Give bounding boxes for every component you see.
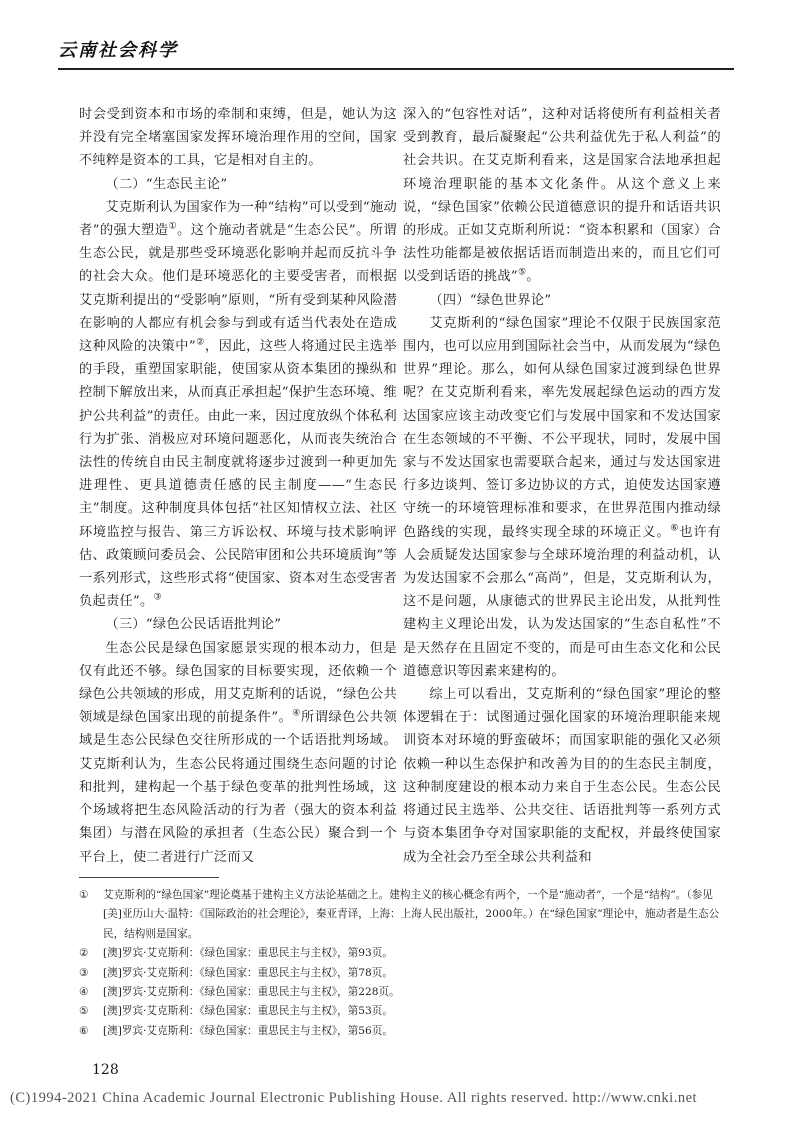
section-heading: （三）“绿色公民话语批判论” [105,617,282,633]
left-column [79,103,397,869]
paragraph: 时会受到资本和市场的牵制和束缚，但是，她认为这并没有完全堵塞国家发挥环境治理作用的空间，国家不纯粹是资本的工具，它是相对自主的。 [79,107,397,169]
footnote: ② [澳]罗宾·艾克斯利：《绿色国家：重思民主与主权》，第93页。 [79,947,393,960]
footnote-ref[interactable]: ⑥ [670,523,680,534]
footnote: ① 艾克斯利的“绿色国家”理论奠基于建构主义方法论基础之上。建构主义的核心概念有两个，一个是“施动者”，一个是“结构”。（参见[美]亚历山大·温特：《国际政治的社会理论》，秦亚青译，上海：上海人民出版社，2000年。）在“绿色国家”理论中，施动者是生态公民，结构则是国家。 [79,889,720,940]
footnote-ref[interactable]: ④ [292,708,302,719]
paragraph: 生态公民是绿色国家愿景实现的根本动力，但是仅有此还不够。绿色国家的目标要实现，还依赖一个绿色公共领域的形成，用艾克斯利的话说，“绿色公共领域是绿色国家出现的前提条件”。④所谓绿色公共领域是生态公民绿色交往所形成的一个话语批判场域。艾克斯利认为，生态公民将通过围绕生态问题的讨论和批判，建构起一个基于绿色变革的批判性场域，这个场域将把生态风险活动的行为者（强大的资本利益集团）与潜在风险的承担者（生态公民）聚合到一个平台上，使二者进行广泛而又 [79,640,397,865]
footnote-rule [79,877,219,878]
journal-logo: 云南社会科学 [58,40,178,61]
paragraph: 艾克斯利认为国家作为一种“结构”可以受到“施动者”的强大塑造①。这个施动者就是“生态公民”。所谓生态公民，就是那些受环境恶化影响并起而反抗斗争的社会大众。他们是环境恶化的主要受害者，而根据艾克斯利提出的“受影响”原则，“所有受到某种风险潜在影响的人都应有机会参与到或有适当代表处在造成这种风险的决策中”②，因此，这些人将通过民主选举的手段，重塑国家职能，使国家从资本集团的操纵和控制下解放出来，从而真正承担起“保护生态环境、维护公共利益”的责任。由此一来，因过度放纵个体私利行为扩张、消极应对环境问题恶化，从而丧失统治合法性的传统自由民主制度就将逐步过渡到一种更加先进理性、更具道德责任感的民主制度——“生态民主”制度。这种制度具体包括“社区知情权立法、社区环境监控与报告、第三方诉讼权、环境与技术影响评估、政策顾问委员会、公民陪审团和公共环境质询”等一系列形式，这些形式将“使国家、资本对生态受害者负起责任”。③ [79,199,398,610]
footnote-ref[interactable]: ② [195,337,205,348]
paragraph: 艾克斯利的“绿色国家”理论不仅限于民族国家范围内，也可以应用到国际社会当中，从而发展为“绿色世界”理论。那么，如何从绿色国家过渡到绿色世界呢？在艾克斯利看来，率先发展起绿色运动的西方发达国家应该主动改变它们与发展中国家和不发达国家在生态领域的不平衡、不公平现状，同时，发展中国家与不发达国家也需要联合起来，通过与发达国家进行多边谈判、签订多边协议的方式，迫使发达国家遵守统一的环境管理标准和要求，在世界范围内推动绿色路线的实现，最终实现全球的环境正义。⑥也许有人会质疑发达国家参与全球环境治理的利益动机，认为发达国家不会那么“高尚”，但是，艾克斯利认为，这不是问题，从康德式的世界民主论出发，从批判性建构主义理论出发，认为发达国家的“生态自私性”不是天然存在且固定不变的，而是可由生态文化和公民道德意识等因素来建构的。 [403,315,722,679]
footnote: ⑥ [澳]罗宾·艾克斯利：《绿色国家：重思民主与主权》，第56页。 [79,1024,393,1037]
paragraph: 深入的“包容性对话”，这种对话将使所有利益相关者受到教育，最后凝聚起“公共利益优先于私人利益”的社会共识。在艾克斯利看来，这是国家合法地承担起环境治理职能的基本文化条件。从这个意义上来说，“绿色国家”依赖公民道德意识的提升和话语共识的形成。正如艾克斯利所说：“资本积累和（国家）合法性功能都是被依据话语而制造出来的，而且它们可以受到话语的挑战”⑤。 [403,107,721,285]
section-heading: （四）“绿色世界论” [429,292,552,308]
section-heading: （二）“生态民主论” [105,176,228,192]
paragraph: 综上可以看出，艾克斯利的“绿色国家”理论的整体逻辑在于：试图通过强化国家的环境治理职能来规训资本对环境的野蛮破坏；而国家职能的强化又必须依赖一种以生态保护和改善为目的的生态民主制度，这种制度建设的根本动力来自于生态公民。生态公民将通过民主选举、公共交往、话语批判等一系列方式与资本集团争夺对国家职能的支配权，并最终使国家成为全社会乃至全球公共利益和 [403,687,721,865]
right-column [403,103,721,869]
footnotes [79,886,729,1041]
footnote: ④ [澳]罗宾·艾克斯利：《绿色国家：重思民主与主权》，第228页。 [79,986,400,999]
footnote-ref[interactable]: ③ [153,592,162,603]
header-rule [58,68,734,70]
footnote: ⑤ [澳]罗宾·艾克斯利：《绿色国家：重思民主与主权》，第53页。 [79,1005,393,1018]
footnote-ref[interactable]: ① [168,221,178,232]
footnote-ref[interactable]: ⑤ [517,268,527,279]
page-number: 128 [92,1062,119,1078]
footnote: ③ [澳]罗宾·艾克斯利：《绿色国家：重思民主与主权》，第78页。 [79,966,393,979]
copyright-notice: (C)1994-2021 China Academic Journal Electronic Publishing House. All rights reserved. http://www.cnki.net [10,1090,698,1106]
